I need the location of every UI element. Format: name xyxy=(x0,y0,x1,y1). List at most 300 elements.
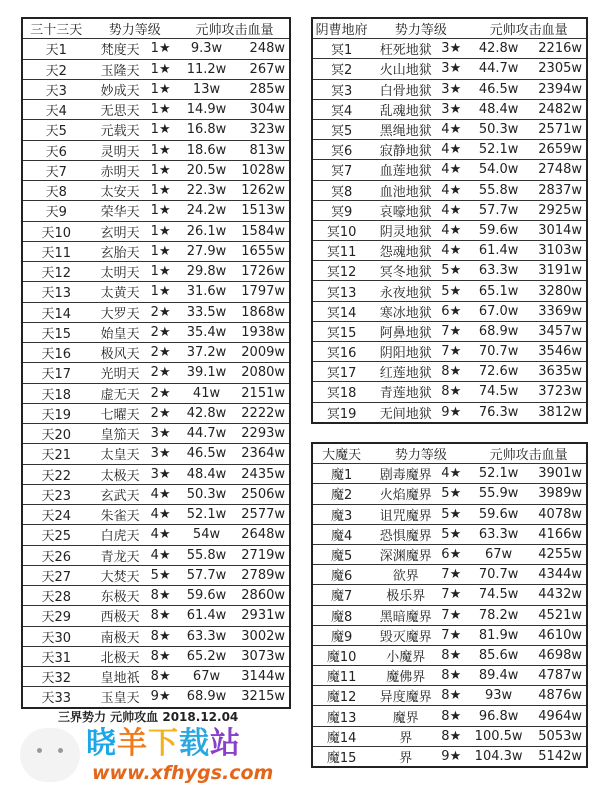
table-row xyxy=(23,424,289,444)
header-cell: 元帅攻击血量 xyxy=(471,444,586,464)
table-row xyxy=(313,645,586,665)
faction-cell: 永夜地狱 xyxy=(370,281,441,301)
tier-cell: 天5 xyxy=(23,120,90,140)
level-cell: 7★ xyxy=(441,565,471,585)
attack-cell: 11.2w xyxy=(180,59,233,79)
level-cell: 4★ xyxy=(441,220,471,240)
attack-cell: 50.3w xyxy=(471,119,526,139)
attack-cell: 67w xyxy=(471,544,526,564)
level-cell: 5★ xyxy=(441,484,471,504)
faction-cell: 火山地狱 xyxy=(370,59,441,79)
level-cell: 8★ xyxy=(441,706,471,726)
attack-cell: 46.5w xyxy=(471,79,526,99)
level-cell: 5★ xyxy=(441,281,471,301)
level-cell: 4★ xyxy=(151,545,180,565)
tier-cell: 天22 xyxy=(23,464,90,484)
faction-cell: 太皇天 xyxy=(90,444,151,464)
attack-cell: 63.3w xyxy=(471,524,526,544)
attack-cell: 59.6w xyxy=(471,220,526,240)
table-row xyxy=(23,79,289,99)
attack-cell: 63.3w xyxy=(180,626,233,646)
tier-cell: 魔7 xyxy=(313,585,370,605)
tier-cell: 天26 xyxy=(23,545,90,565)
tier-cell: 魔10 xyxy=(313,645,370,665)
tier-cell: 天27 xyxy=(23,565,90,585)
attack-cell: 48.4w xyxy=(471,99,526,119)
attack-cell: 54.0w xyxy=(471,160,526,180)
table-row xyxy=(23,403,289,423)
tier-cell: 天15 xyxy=(23,322,90,342)
faction-cell: 皇地祇 xyxy=(90,667,151,687)
tier-cell: 魔12 xyxy=(313,686,370,706)
attack-cell: 41w xyxy=(180,383,233,403)
attack-cell: 39.1w xyxy=(180,363,233,383)
header-cell: 势力等级 xyxy=(90,19,180,39)
hp-cell: 2571w xyxy=(526,119,586,139)
level-cell: 4★ xyxy=(441,119,471,139)
level-cell: 1★ xyxy=(151,79,180,99)
attack-cell: 67w xyxy=(180,667,233,687)
hp-cell: 1655w xyxy=(233,241,289,261)
table-row xyxy=(313,140,586,160)
attack-cell: 42.8w xyxy=(180,403,233,423)
tier-cell: 冥12 xyxy=(313,261,370,281)
attack-cell: 33.5w xyxy=(180,302,233,322)
table-row xyxy=(313,625,586,645)
level-cell: 8★ xyxy=(441,362,471,382)
hp-cell: 3369w xyxy=(526,301,586,321)
faction-cell: 深渊魔界 xyxy=(370,544,441,564)
level-cell: 4★ xyxy=(441,140,471,160)
hp-cell: 3901w xyxy=(526,464,586,484)
tier-cell: 冥13 xyxy=(313,281,370,301)
level-cell: 8★ xyxy=(151,646,180,666)
level-cell: 2★ xyxy=(151,322,180,342)
faction-cell: 阴阳地狱 xyxy=(370,342,441,362)
level-cell: 8★ xyxy=(441,686,471,706)
table-row xyxy=(23,464,289,484)
table-row xyxy=(23,667,289,687)
attack-cell: 54w xyxy=(180,525,233,545)
hp-cell: 4787w xyxy=(526,666,586,686)
table-row xyxy=(313,321,586,341)
demon-table xyxy=(311,442,588,768)
attack-cell: 104.3w xyxy=(474,748,523,764)
table-row xyxy=(23,606,289,626)
attack-cell: 68.9w xyxy=(186,689,227,705)
tier-cell: 天12 xyxy=(23,262,90,282)
level-cell: 8★ xyxy=(151,626,180,646)
faction-cell: 火焰魔界 xyxy=(370,484,441,504)
tier-cell: 天11 xyxy=(23,241,90,261)
caption: 三界势力 元帅攻血 2018.12.04 xyxy=(58,710,239,724)
level-cell: 8★ xyxy=(151,586,180,606)
attack-cell: 46.5w xyxy=(180,444,233,464)
table-row xyxy=(23,646,289,666)
level-cell: 8★ xyxy=(441,666,471,686)
hp-cell: 304w xyxy=(233,100,289,120)
attack-cell: 89.4w xyxy=(471,666,526,686)
table-row xyxy=(23,687,289,707)
level-cell: 3★ xyxy=(441,79,471,99)
table-row xyxy=(23,262,289,282)
tier-cell: 冥18 xyxy=(313,382,370,402)
hp-cell: 2364w xyxy=(233,444,289,464)
table-row xyxy=(313,585,586,605)
hp-cell: 4521w xyxy=(526,605,586,625)
attack-cell: 70.7w xyxy=(471,342,526,362)
level-cell: 5★ xyxy=(151,565,180,585)
hp-cell: 285w xyxy=(233,79,289,99)
tier-cell: 天7 xyxy=(23,160,90,180)
faction-cell: 红莲地狱 xyxy=(370,362,441,382)
hp-cell: 1726w xyxy=(233,262,289,282)
faction-cell: 始皇天 xyxy=(90,322,151,342)
faction-cell: 哀嚎地狱 xyxy=(370,200,441,220)
hp-cell: 2435w xyxy=(233,464,289,484)
attack-cell: 13w xyxy=(180,79,233,99)
tier-cell: 魔11 xyxy=(313,666,370,686)
attack-cell: 57.7w xyxy=(180,565,233,585)
level-cell: 7★ xyxy=(441,605,471,625)
level-cell: 2★ xyxy=(151,343,180,363)
tier-cell: 冥6 xyxy=(313,140,370,160)
hp-cell: 2216w xyxy=(526,39,586,59)
attack-cell: 31.6w xyxy=(180,282,233,302)
hp-cell: 2719w xyxy=(233,545,289,565)
attack-cell: 26.1w xyxy=(180,221,233,241)
header-cell: 势力等级 xyxy=(370,444,471,464)
level-cell: 7★ xyxy=(441,342,471,362)
table-row xyxy=(313,200,586,220)
faction-cell: 玄胎天 xyxy=(90,241,151,261)
faction-cell: 玉隆天 xyxy=(90,59,151,79)
attack-cell: 93w xyxy=(471,686,526,706)
hp-cell: 4698w xyxy=(526,645,586,665)
level-cell: 9★ xyxy=(441,404,462,420)
tier-cell: 冥9 xyxy=(313,200,370,220)
level-cell: 1★ xyxy=(151,140,180,160)
attack-cell: 50.3w xyxy=(180,484,233,504)
hp-cell: 2394w xyxy=(526,79,586,99)
faction-cell: 极乐界 xyxy=(370,585,441,605)
hp-cell: 3723w xyxy=(526,382,586,402)
tier-cell: 冥15 xyxy=(313,321,370,341)
header-cell: 三十三天 xyxy=(23,19,90,39)
level-cell: 4★ xyxy=(441,160,471,180)
faction-cell: 血池地狱 xyxy=(370,180,441,200)
hp-cell: 2305w xyxy=(526,59,586,79)
level-cell: 1★ xyxy=(151,160,180,180)
tier-cell: 天29 xyxy=(23,606,90,626)
level-cell: 5★ xyxy=(441,504,471,524)
faction-cell: 梵度天 xyxy=(90,39,151,59)
hp-cell: 1797w xyxy=(233,282,289,302)
heaven-table xyxy=(21,17,291,709)
faction-cell: 西极天 xyxy=(90,606,151,626)
table-row xyxy=(23,586,289,606)
level-cell: 4★ xyxy=(441,241,471,261)
tier-cell: 冥5 xyxy=(313,119,370,139)
attack-cell: 74.5w xyxy=(471,382,526,402)
hp-cell: 323w xyxy=(233,120,289,140)
attack-cell: 42.8w xyxy=(471,39,526,59)
level-cell: 1★ xyxy=(151,201,180,221)
faction-cell: 太安天 xyxy=(90,181,151,201)
tier-cell: 天33 xyxy=(41,691,72,707)
level-cell: 3★ xyxy=(441,39,471,59)
level-cell: 3★ xyxy=(151,424,180,444)
level-cell: 8★ xyxy=(151,667,180,687)
tier-cell: 魔9 xyxy=(313,625,370,645)
faction-cell: 欲界 xyxy=(370,565,441,585)
table-row xyxy=(313,686,586,706)
table-row xyxy=(313,484,586,504)
faction-cell: 青龙天 xyxy=(90,545,151,565)
hp-cell: 2506w xyxy=(233,484,289,504)
hp-cell: 1868w xyxy=(233,302,289,322)
hp-cell: 2931w xyxy=(233,606,289,626)
faction-cell: 黑绳地狱 xyxy=(370,119,441,139)
faction-cell: 灵明天 xyxy=(90,140,151,160)
table-row xyxy=(313,605,586,625)
faction-cell: 无间地狱 xyxy=(379,406,432,422)
watermark-url: www.xfhygs.com xyxy=(92,762,274,784)
level-cell: 8★ xyxy=(441,645,471,665)
attack-cell: 65.2w xyxy=(180,646,233,666)
tier-cell: 天14 xyxy=(23,302,90,322)
attack-cell: 78.2w xyxy=(471,605,526,625)
table-row xyxy=(313,180,586,200)
hp-cell: 5142w xyxy=(538,748,582,764)
hp-cell: 3144w xyxy=(233,667,289,687)
table-row xyxy=(313,281,586,301)
table-row xyxy=(313,402,586,422)
faction-cell: 阿鼻地狱 xyxy=(370,321,441,341)
attack-cell: 55.9w xyxy=(471,484,526,504)
hp-cell: 2748w xyxy=(526,160,586,180)
faction-cell: 界 xyxy=(399,750,413,766)
table-row xyxy=(23,140,289,160)
faction-cell: 白骨地狱 xyxy=(370,79,441,99)
attack-cell: 59.6w xyxy=(471,504,526,524)
table-row xyxy=(313,79,586,99)
attack-cell: 55.8w xyxy=(180,545,233,565)
faction-cell: 青莲地狱 xyxy=(370,382,441,402)
level-cell: 3★ xyxy=(441,59,471,79)
table-row xyxy=(23,484,289,504)
attack-cell: 74.5w xyxy=(471,585,526,605)
table-row xyxy=(313,99,586,119)
tier-cell: 天21 xyxy=(23,444,90,464)
tier-cell: 天6 xyxy=(23,140,90,160)
faction-cell: 诅咒魔界 xyxy=(370,504,441,524)
tier-cell: 天1 xyxy=(23,39,90,59)
tier-cell: 冥16 xyxy=(313,342,370,362)
hp-cell: 3191w xyxy=(526,261,586,281)
attack-cell: 96.8w xyxy=(471,706,526,726)
faction-cell: 皇笳天 xyxy=(90,424,151,444)
attack-cell: 72.6w xyxy=(471,362,526,382)
tier-cell: 魔13 xyxy=(313,706,370,726)
table-header xyxy=(313,444,586,464)
tier-cell: 天19 xyxy=(23,403,90,423)
table-row xyxy=(23,363,289,383)
table-row xyxy=(23,120,289,140)
tier-cell: 天25 xyxy=(23,525,90,545)
hp-cell: 2648w xyxy=(233,525,289,545)
table-row xyxy=(23,565,289,585)
header-cell: 阴曹地府 xyxy=(313,19,370,39)
table-row xyxy=(313,119,586,139)
table-row xyxy=(23,322,289,342)
faction-cell: 乱魂地狱 xyxy=(370,99,441,119)
attack-cell: 57.7w xyxy=(471,200,526,220)
hp-cell: 3215w xyxy=(241,689,285,705)
faction-cell: 阴灵地狱 xyxy=(370,220,441,240)
faction-cell: 太极天 xyxy=(90,464,151,484)
attack-cell: 52.1w xyxy=(471,140,526,160)
attack-cell: 76.3w xyxy=(478,404,519,420)
hp-cell: 1262w xyxy=(233,181,289,201)
hp-cell: 3280w xyxy=(526,281,586,301)
faction-cell: 无思天 xyxy=(90,100,151,120)
faction-cell: 剧毒魔界 xyxy=(370,464,441,484)
attack-cell: 52.1w xyxy=(180,505,233,525)
hp-cell: 4610w xyxy=(526,625,586,645)
tier-cell: 魔5 xyxy=(313,544,370,564)
table-row xyxy=(23,302,289,322)
faction-cell: 荣华天 xyxy=(90,201,151,221)
table-row xyxy=(23,282,289,302)
attack-cell: 85.6w xyxy=(471,645,526,665)
faction-cell: 枉死地狱 xyxy=(370,39,441,59)
table-header xyxy=(23,19,289,39)
attack-cell: 61.4w xyxy=(180,606,233,626)
tier-cell: 天17 xyxy=(23,363,90,383)
hp-cell: 3457w xyxy=(526,321,586,341)
attack-cell: 44.7w xyxy=(180,424,233,444)
level-cell: 4★ xyxy=(151,505,180,525)
hp-cell: 4964w xyxy=(526,706,586,726)
faction-cell: 东极天 xyxy=(90,586,151,606)
hp-cell: 2222w xyxy=(233,403,289,423)
tier-cell: 冥8 xyxy=(313,180,370,200)
level-cell: 1★ xyxy=(151,59,180,79)
table-row xyxy=(313,241,586,261)
faction-cell: 北极天 xyxy=(90,646,151,666)
attack-cell: 16.8w xyxy=(180,120,233,140)
tier-cell: 天4 xyxy=(23,100,90,120)
level-cell: 8★ xyxy=(441,726,471,746)
attack-cell: 9.3w xyxy=(180,39,233,59)
table-row xyxy=(23,39,289,59)
watermark-text: 晓羊下载站 xyxy=(86,726,241,761)
attack-cell: 20.5w xyxy=(180,160,233,180)
tier-cell: 天16 xyxy=(23,343,90,363)
tier-cell: 天13 xyxy=(23,282,90,302)
table-row xyxy=(23,221,289,241)
table-row xyxy=(313,544,586,564)
table-row xyxy=(313,160,586,180)
level-cell: 1★ xyxy=(151,262,180,282)
tier-cell: 天9 xyxy=(23,201,90,221)
table-row xyxy=(23,100,289,120)
level-cell: 1★ xyxy=(151,39,180,59)
table-row xyxy=(313,565,586,585)
attack-cell: 63.3w xyxy=(471,261,526,281)
level-cell: 8★ xyxy=(151,606,180,626)
tier-cell: 冥7 xyxy=(313,160,370,180)
attack-cell: 27.9w xyxy=(180,241,233,261)
level-cell: 6★ xyxy=(441,301,471,321)
level-cell: 9★ xyxy=(441,748,462,764)
watermark xyxy=(20,728,290,786)
hp-cell: 3073w xyxy=(233,646,289,666)
faction-cell: 异度魔界 xyxy=(370,686,441,706)
attack-cell: 29.8w xyxy=(180,262,233,282)
attack-cell: 100.5w xyxy=(471,726,526,746)
table-row xyxy=(313,301,586,321)
table-row xyxy=(23,444,289,464)
table-row xyxy=(23,241,289,261)
faction-cell: 玉皇天 xyxy=(100,691,140,707)
hp-cell: 2789w xyxy=(233,565,289,585)
level-cell: 4★ xyxy=(151,484,180,504)
hp-cell: 4255w xyxy=(526,544,586,564)
hp-cell: 813w xyxy=(233,140,289,160)
faction-cell: 黑暗魔界 xyxy=(370,605,441,625)
tier-cell: 天2 xyxy=(23,59,90,79)
table-row xyxy=(313,59,586,79)
tier-cell: 天18 xyxy=(23,383,90,403)
attack-cell: 65.1w xyxy=(471,281,526,301)
tier-cell: 天23 xyxy=(23,484,90,504)
faction-cell: 太黄天 xyxy=(90,282,151,302)
tier-cell: 冥17 xyxy=(313,362,370,382)
hp-cell: 2925w xyxy=(526,200,586,220)
table-row xyxy=(23,383,289,403)
tier-cell: 魔4 xyxy=(313,524,370,544)
table-row xyxy=(313,261,586,281)
faction-cell: 七曜天 xyxy=(90,403,151,423)
hp-cell: 2577w xyxy=(233,505,289,525)
hp-cell: 4166w xyxy=(526,524,586,544)
faction-cell: 元载天 xyxy=(90,120,151,140)
table-row xyxy=(23,181,289,201)
table-row xyxy=(313,746,586,766)
faction-cell: 魔佛界 xyxy=(370,666,441,686)
tier-cell: 天10 xyxy=(23,221,90,241)
level-cell: 7★ xyxy=(441,321,471,341)
table-row xyxy=(313,666,586,686)
tier-cell: 天8 xyxy=(23,181,90,201)
level-cell: 1★ xyxy=(151,181,180,201)
level-cell: 6★ xyxy=(441,544,471,564)
hp-cell: 2293w xyxy=(233,424,289,444)
hp-cell: 5053w xyxy=(526,726,586,746)
faction-cell: 冥冬地狱 xyxy=(370,261,441,281)
header-cell: 势力等级 xyxy=(370,19,471,39)
level-cell: 4★ xyxy=(441,200,471,220)
hp-cell: 2151w xyxy=(233,383,289,403)
attack-cell: 61.4w xyxy=(471,241,526,261)
level-cell: 4★ xyxy=(441,464,471,484)
hp-cell: 3002w xyxy=(233,626,289,646)
level-cell: 1★ xyxy=(151,221,180,241)
hp-cell: 2837w xyxy=(526,180,586,200)
level-cell: 7★ xyxy=(441,625,471,645)
